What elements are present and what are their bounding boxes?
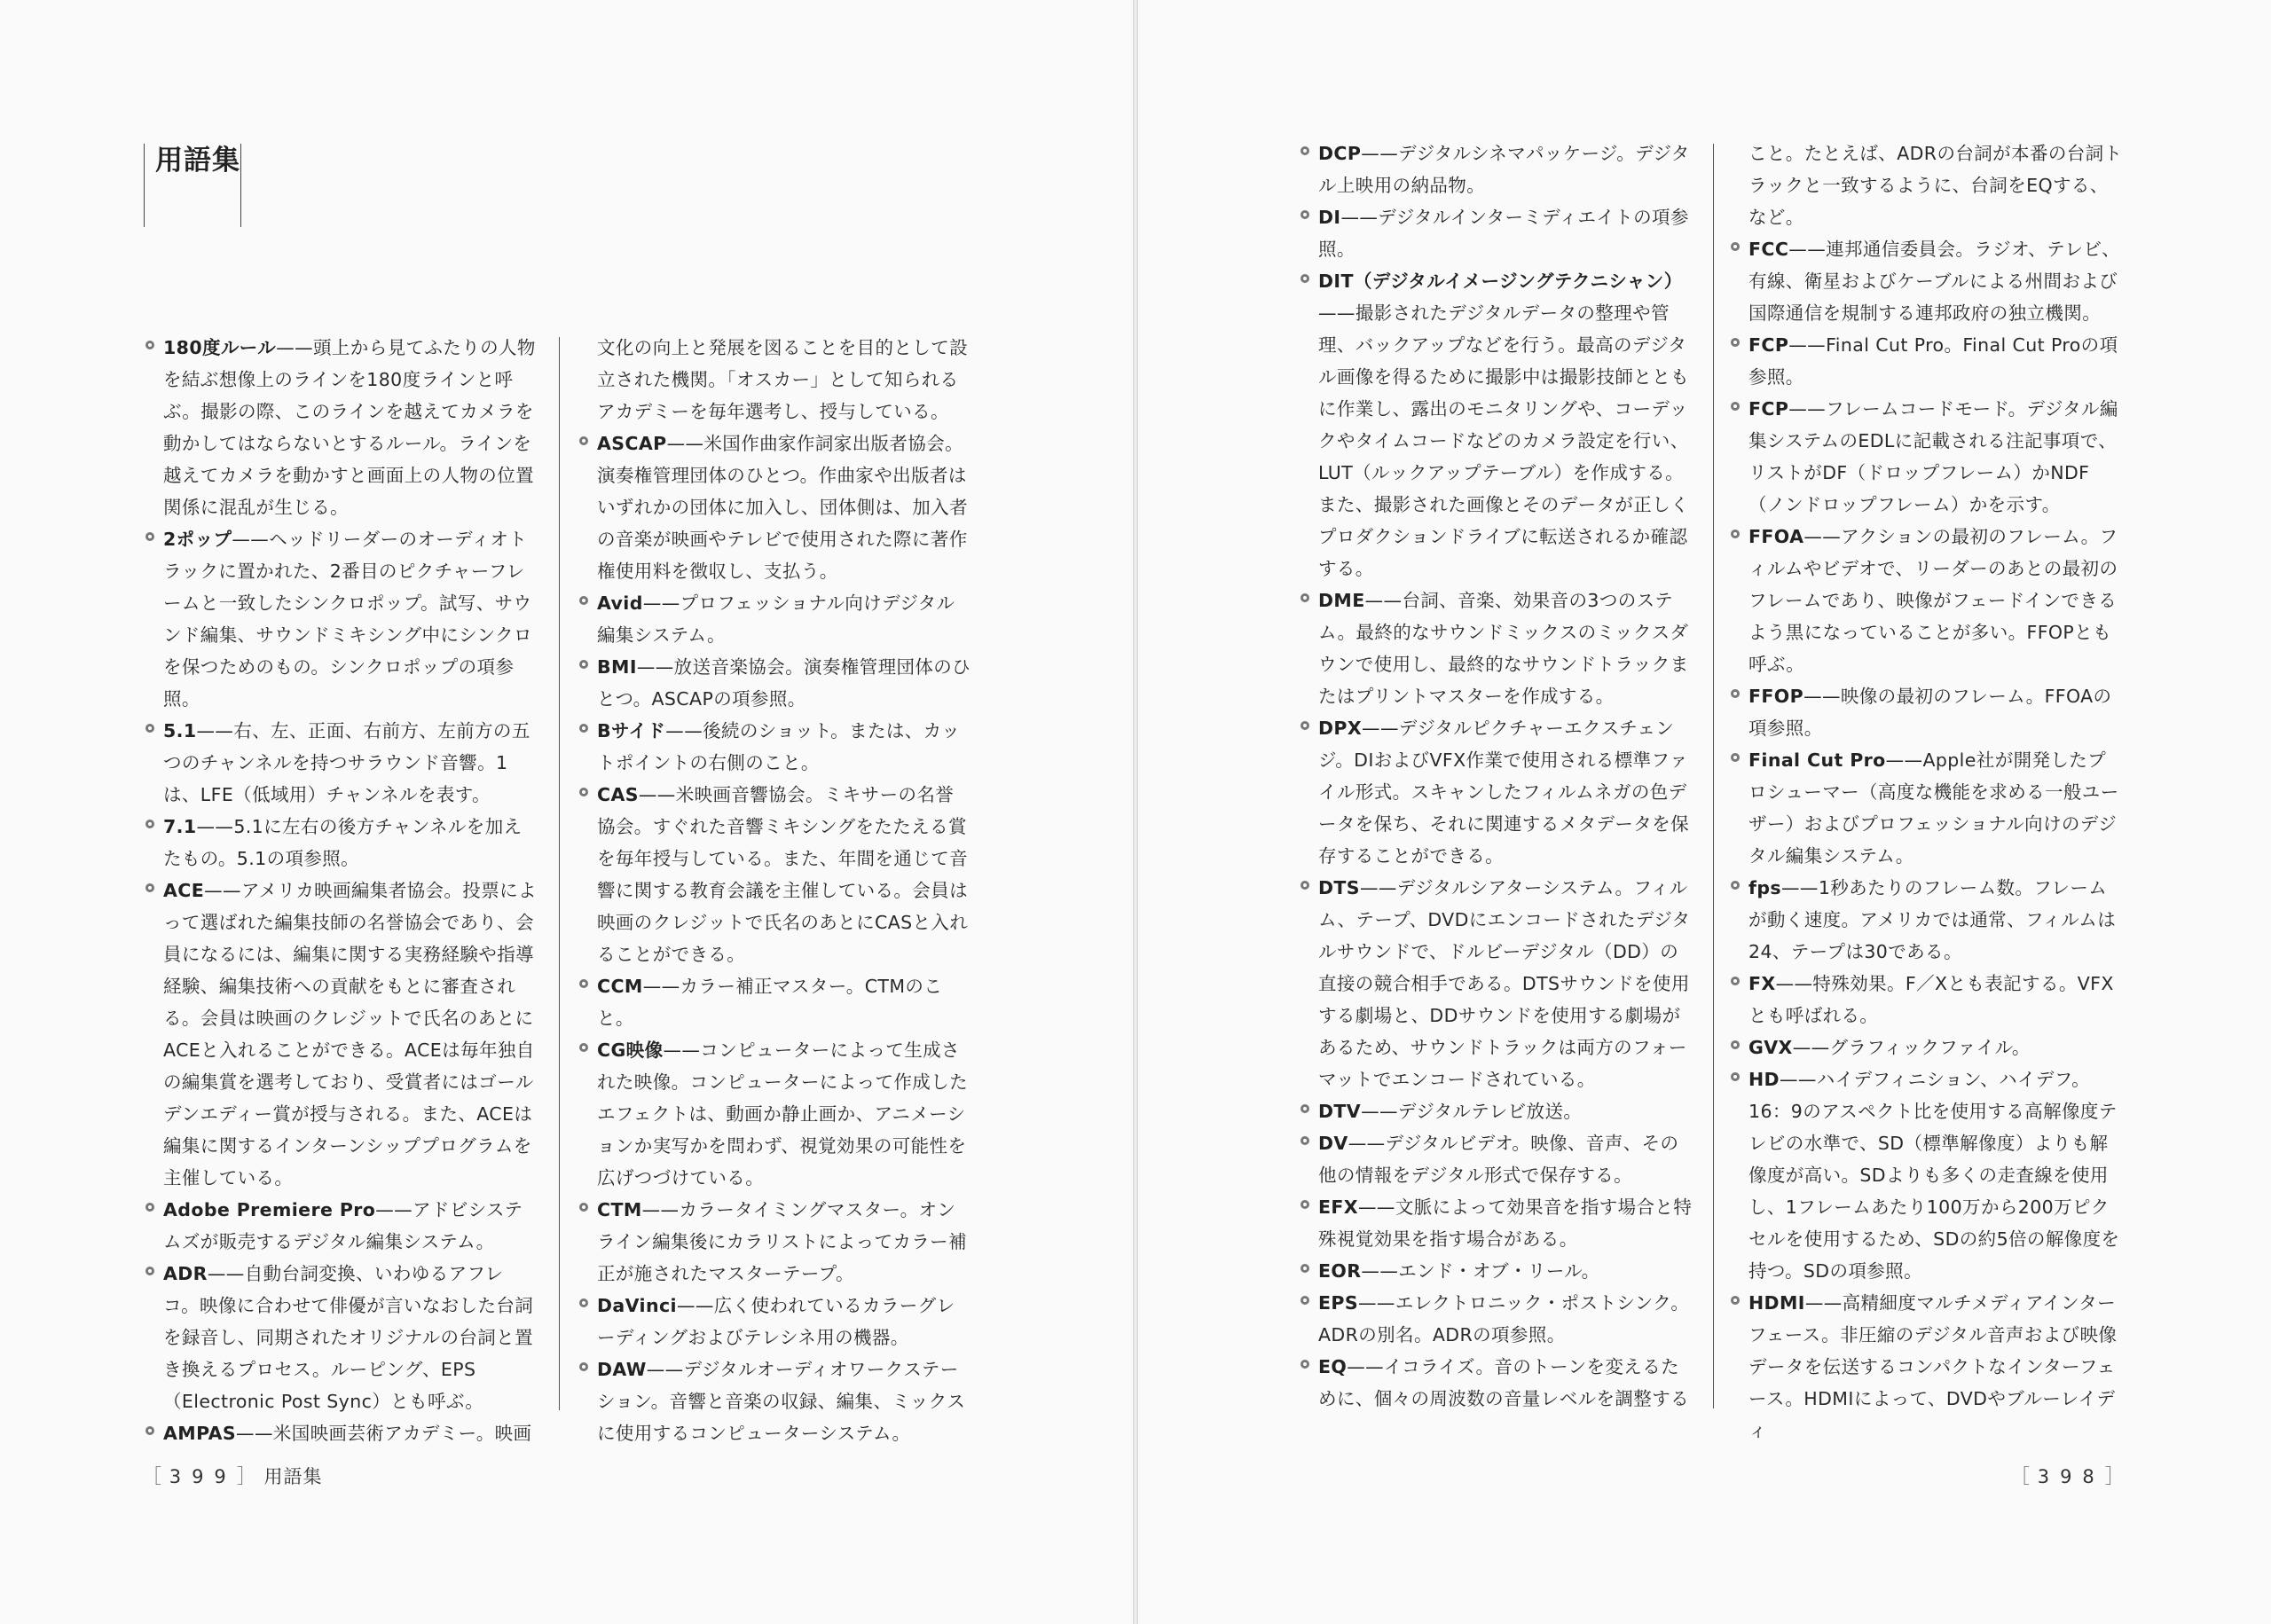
glossary-term: DV [1318,1133,1348,1154]
bullet-icon [579,979,588,988]
glossary-definition: 1秒あたりのフレーム数。フレームが動く速度。アメリカでは通常、フィルムは24、テープは30である。 [1748,877,2117,962]
glossary-definition: ハイデフィニション、ハイデフ。16：9のアスペクト比を使用する高解像度テレビの水準で、SD（標準解像度）よりも解像度が高い。SDよりも多くの走査線を使用し、1フレームあたり100万から200万ピクセルを使用するため、SDの約5倍の解像度を持つ。SDの項参照。 [1748,1069,2120,1282]
glossary-entry [1301,1287,1693,1351]
bullet-icon [1301,1200,1309,1209]
glossary-entry [1301,712,1693,872]
glossary-term: DIT（デジタルイメージングテクニシャン） [1318,271,1683,292]
glossary-term: Final Cut Pro [1748,749,1886,771]
em-dash: —— [1788,398,1827,420]
glossary-definition: Apple社が開発したプロシューマー（高度な機能を求める一般ユーザー）およびプロフェッショナル向けのデジタル編集システム。 [1748,749,2119,867]
em-dash: —— [1358,1292,1395,1314]
running-head: 用語集 [263,1466,323,1487]
bullet-icon [1301,210,1309,219]
em-dash: —— [232,529,270,550]
glossary-term: fps [1748,877,1781,898]
right-page [1138,0,2271,1624]
glossary-term: DTS [1318,877,1360,898]
glossary-column-2 [579,332,972,1449]
glossary-entry [579,715,972,779]
glossary-entry [579,1290,972,1353]
glossary-entry [145,332,538,523]
bullet-icon [1301,593,1309,602]
glossary-term: CTM [597,1199,642,1220]
em-dash: —— [1340,207,1379,228]
glossary-definition: エンド・オブ・リール。 [1398,1260,1600,1282]
glossary-definition: アクションの最初のフレーム。フィルムやビデオで、リーダーのあとの最初のフレームであり、映像がフェードインできるよう黒になっていることが多い。FFOPとも呼ぶ。 [1748,526,2118,675]
glossary-entry [1301,201,1693,265]
glossary-column-1 [145,332,538,1449]
glossary-term: DaVinci [597,1295,677,1316]
bullet-icon [1731,530,1740,538]
glossary-term: Bサイド [597,720,666,741]
bullet-icon [579,660,588,669]
glossary-entry [579,1194,972,1290]
glossary-entry [579,587,972,651]
glossary-entry [1301,1351,1693,1415]
bullet-icon [579,724,588,733]
em-dash: —— [1364,590,1403,611]
glossary-definition: エレクトロニック・ポストシンク。ADRの別名。ADRの項参照。 [1318,1292,1690,1345]
glossary-term: CCM [597,976,643,997]
em-dash: —— [375,1199,413,1220]
em-dash: —— [665,720,703,741]
bullet-icon [145,341,154,349]
glossary-entry [579,779,972,970]
glossary-entry [1731,329,2124,393]
em-dash: —— [1885,749,1923,771]
bullet-icon [145,820,154,828]
bullet-icon [579,788,588,796]
glossary-definition: 米映画音響協会。ミキサーの名誉協会。すぐれた音響ミキシングをたたえる賞を毎年授与している。また、年間を通じて音響に関する教育会議を主催している。会員は映画のクレジットで氏名のあとにCASと入れることができる。 [597,784,969,965]
bullet-icon [1301,721,1309,730]
glossary-definition: アメリカ映画編集者協会。投票によって選ばれた編集技師の名誉協会であり、会員になるには、編集に関する実務経験や指導経験、編集技術への貢献をもとに審査される。会員は映画のクレジットで氏名のあとにACEと入れることができる。ACEは毎年独自の編集賞を選考しており、受賞者にはゴールデンエディー賞が授与される。また、ACEは編集に関するインターンシッププログラムを主催している。 [163,880,537,1189]
bullet-icon [145,883,154,892]
glossary-definition: デジタルシアターシステム。フィルム、テープ、DVDにエンコードされたデジタルサウンドで、ドルビーデジタル（DD）の直接の競合相手である。DTSサウンドを使用する劇場と、DDサウンドを使用する劇場があるため、サウンドトラックは両方のフォーマットでエンコードされている。 [1318,877,1691,1090]
glossary-term: BMI [597,656,637,678]
bracket-close: ］ [236,1466,257,1488]
glossary-definition: 放送音楽協会。演奏権管理団体のひとつ。ASCAPの項参照。 [597,656,971,710]
bullet-icon [145,724,154,733]
bullet-icon [1301,1296,1309,1305]
em-dash: —— [666,433,704,454]
em-dash: —— [642,592,680,614]
glossary-definition: デジタルシネマパッケージ。デジタル上映用の納品物。 [1318,143,1690,196]
folio-right [2010,1462,2126,1489]
bracket-open: ［ [142,1466,163,1488]
glossary-entry [1301,1095,1693,1127]
glossary-definition: 米国映画芸術アカデミー。映画 [272,1423,532,1444]
glossary-definition: デジタルピクチャーエクスチェンジ。DIおよびVFX作業で使用される標準ファイル形式。スキャンしたフィルムネガの色データを保ち、それに関連するメタデータを保存することができる。 [1318,718,1689,867]
glossary-definition: 自動台詞変換、いわゆるアフレコ。映像に合わせて俳優が言いなおした台詞を録音し、同期されたオリジナルの台詞と置き換えるプロセス。ルーピング、EPS（Electronic Post Sync）とも呼ぶ。 [163,1263,534,1412]
bullet-icon [145,1203,154,1212]
bullet-icon [1731,242,1740,251]
glossary-definition: 後続のショット。または、カットポイントの右側のこと。 [597,720,961,773]
glossary-term: HDMI [1748,1292,1805,1314]
em-dash: —— [1788,334,1827,356]
glossary-term: FFOP [1748,686,1804,707]
glossary-term: ADR [163,1263,208,1284]
glossary-entry [1731,393,2124,521]
glossary-entry [1731,233,2124,329]
page-number: 399 [169,1466,237,1487]
glossary-definition: カラー補正マスター。CTMのこと。 [597,976,943,1029]
page-title: 用語集 [155,145,240,177]
glossary-entry [1301,872,1693,1095]
bullet-icon [1731,881,1740,890]
bullet-icon [1731,338,1740,347]
glossary-entry [579,1034,972,1194]
glossary-entry [145,1194,538,1258]
glossary-entry [1731,744,2124,872]
bullet-icon [579,436,588,445]
column-divider [1713,144,1714,1408]
em-dash: —— [1318,302,1356,324]
glossary-definition: コンピューターによって生成された映像。コンピューターによって作成したエフェクトは、動画か静止画か、アニメーションか実写かを問わず、視覚効果の可能性を広げつづけている。 [597,1040,968,1189]
glossary-definition: カラータイミングマスター。オンライン編集後にカラリストによってカラー補正が施されたマスターテープ。 [597,1199,967,1284]
glossary-entry [579,970,972,1034]
glossary-term: CG映像 [597,1040,664,1061]
glossary-term: DTV [1318,1101,1362,1122]
em-dash: —— [1361,1260,1399,1282]
column-divider [559,337,560,1410]
glossary-definition: デジタルテレビ放送。 [1397,1101,1583,1122]
em-dash: —— [276,337,313,358]
em-dash: —— [196,816,234,837]
em-dash: —— [1361,143,1399,164]
glossary-term: Adobe Premiere Pro [163,1199,376,1220]
glossary-definition: 頭上から見てふたりの人物を結ぶ想像上のラインを180度ラインと呼ぶ。撮影の際、このラインを越えてカメラを動かしてはならないとするルール。ラインを越えてカメラを動かすと画面上の人物の位置関係に混乱が生じる。 [163,337,536,518]
glossary-entry [1731,968,2124,1032]
glossary-term: 180度ルール [163,337,277,358]
em-dash: —— [1361,1101,1398,1122]
glossary-entry [145,523,538,715]
bullet-icon [1731,1040,1740,1049]
glossary-definition: プロフェッショナル向けデジタル編集システム。 [597,592,955,646]
bullet-icon [579,1043,588,1052]
glossary-term: Avid [597,592,643,614]
bullet-icon [1301,274,1309,283]
glossary-entry [1301,1255,1693,1287]
glossary-definition: 広く使われているカラーグレーディングおよびテレシネ用の機器。 [597,1295,955,1348]
bullet-icon [579,596,588,605]
glossary-entry [1731,1032,2124,1063]
glossary-definition: 映像の最初のフレーム。FFOAの項参照。 [1748,686,2112,739]
page-number: 398 [2037,1466,2105,1487]
glossary-entry [1301,1127,1693,1191]
glossary-entry [1301,137,1693,201]
glossary-definition: デジタルインターミディエイトの項参照。 [1318,207,1689,260]
em-dash: —— [204,880,241,901]
glossary-term: GVX [1748,1037,1793,1058]
em-dash: —— [676,1295,714,1316]
bullet-icon [1301,1264,1309,1273]
glossary-entry [1731,872,2124,968]
bullet-icon [1731,402,1740,411]
em-dash: —— [1803,686,1841,707]
glossary-term: CAS [597,784,639,805]
em-dash: —— [1779,1069,1817,1090]
glossary-entry [145,1417,538,1449]
glossary-entry [1731,521,2124,680]
glossary-column-4 [1731,137,2124,1447]
bullet-icon [1731,689,1740,698]
bullet-icon [1301,881,1309,890]
glossary-term: DI [1318,207,1341,228]
glossary-term: FCP [1748,334,1789,356]
glossary-definition: アドビシステムズが販売するデジタル編集システム。 [163,1199,523,1252]
em-dash: —— [1359,877,1397,898]
glossary-entry [1301,584,1693,712]
glossary-definition: 連邦通信委員会。ラジオ、テレビ、有線、衛星およびケーブルによる州間および国際通信を規制する連邦政府の独立機関。 [1748,239,2121,324]
bullet-icon [1301,1136,1309,1145]
glossary-term: EQ [1318,1356,1348,1377]
glossary-definition: 右、左、正面、右前方、左前方の五つのチャンネルを持つサラウンド音響。1は、LFE（低域用）チャンネルを表す。 [163,720,530,805]
bullet-icon [1731,977,1740,985]
glossary-term: FCP [1748,398,1789,420]
em-dash: —— [636,656,674,678]
glossary-definition: 高精細度マルチメディアインターフェース。非圧縮のデジタル音声および映像データを伝送するコンパクトなインターフェース。HDMIによって、DVDやブルーレイディ [1748,1292,2118,1441]
bullet-icon [1731,1296,1740,1305]
glossary-entry [145,811,538,875]
em-dash: —— [1803,526,1842,547]
bracket-close: ］ [2104,1466,2126,1488]
em-dash: —— [236,1423,273,1444]
em-dash: —— [1775,973,1813,994]
em-dash: —— [1792,1037,1830,1058]
em-dash: —— [1781,877,1819,898]
glossary-term: DME [1318,590,1365,611]
glossary-term: FX [1748,973,1776,994]
glossary-term: EFX [1318,1196,1359,1218]
em-dash: —— [1362,718,1399,739]
folio-left [142,1462,323,1489]
glossary-term: 5.1 [163,720,197,741]
bullet-icon [579,1362,588,1371]
entry-continuation: 文化の向上と発展を図ることを目的として設立された機関。「オスカー」として知られるアカデミーを毎年選考し、授与している。 [597,337,968,422]
glossary-definition: Final Cut Pro。Final Cut Proの項参照。 [1748,334,2118,388]
glossary-entry [579,428,972,587]
glossary-definition: 文脈によって効果音を指す場合と特殊視覚効果を指す場合がある。 [1318,1196,1693,1250]
em-dash: —— [1347,1356,1385,1377]
em-dash: —— [646,1359,684,1380]
em-dash: —— [1348,1133,1386,1154]
glossary-term: 2ポップ [163,529,232,550]
bullet-icon [145,1426,154,1435]
bullet-icon [1301,1104,1309,1113]
glossary-definition: 米国作曲家作詞家出版者協会。演奏権管理団体のひとつ。作曲家や出版者はいずれかの団体に加入し、団体側は、加入者の音楽が映画やテレビで使用された際に著作権使用料を徴収し、支払う。 [597,433,968,582]
em-dash: —— [663,1040,701,1061]
glossary-term: ACE [163,880,205,901]
bullet-icon [579,1203,588,1212]
glossary-term: DPX [1318,718,1363,739]
glossary-entry [1301,265,1693,584]
glossary-entry [1731,1287,2124,1447]
bullet-icon [1731,1072,1740,1081]
glossary-entry [1731,1063,2124,1287]
glossary-entry [145,1258,538,1417]
glossary-term: DAW [597,1359,647,1380]
glossary-term: 7.1 [163,816,197,837]
glossary-definition: 撮影されたデジタルデータの整理や管理、バックアップなどを行う。最高のデジタル画像を得るために撮影中は撮影技師とともに作業し、露出のモニタリングや、コーデックやタイムコードなどのカメラ設定を行い、LUT（ルックアップテーブル）を作成する。また、撮影された画像とそのデータが正しくプロダクションドライブに転送されるか確認する。 [1318,302,1689,579]
glossary-term: EPS [1318,1292,1358,1314]
glossary-definition: 台詞、音楽、効果音の3つのステム。最終的なサウンドミックスのミックスダウンで使用し、最終的なサウンドトラックまたはプリントマスターを作成する。 [1318,590,1689,707]
em-dash: —— [207,1263,245,1284]
glossary-entry [579,1353,972,1449]
glossary-column-3 [1301,137,1693,1415]
glossary-definition: 特殊効果。F／Xとも表記する。VFXとも呼ばれる。 [1748,973,2114,1026]
em-dash: —— [1358,1196,1395,1218]
glossary-term: DCP [1318,143,1362,164]
em-dash: —— [638,784,676,805]
glossary-title-box [144,144,241,227]
em-dash: —— [1788,239,1827,260]
bullet-icon [145,532,154,541]
em-dash: —— [641,1199,680,1220]
em-dash: —— [196,720,234,741]
em-dash: —— [642,976,680,997]
glossary-definition: デジタルビデオ。映像、音声、その他の情報をデジタル形式で保存する。 [1318,1133,1679,1186]
glossary-entry [145,875,538,1194]
glossary-entry [1301,1191,1693,1255]
glossary-term: ASCAP [597,433,667,454]
bullet-icon [579,1298,588,1307]
glossary-term: FCC [1748,239,1789,260]
glossary-entry [579,651,972,715]
entry-continuation: こと。たとえば、ADRの台詞が本番の台詞トラックと一致するように、台詞をEQする、など。 [1748,143,2123,228]
glossary-definition: イコライズ。音のトーンを変えるために、個々の周波数の音量レベルを調整する [1318,1356,1689,1409]
glossary-definition: フレームコードモード。デジタル編集システムのEDLに記載される注記事項で、リストがDF（ドロップフレーム）かNDF（ノンドロップフレーム）かを示す。 [1748,398,2118,515]
glossary-definition: デジタルオーディオワークステーション。音響と音楽の収録、編集、ミックスに使用するコンピューターシステム。 [597,1359,966,1444]
glossary-entry [145,715,538,811]
glossary-entry [1731,680,2124,744]
glossary-term: EOR [1318,1260,1362,1282]
bullet-icon [1731,753,1740,762]
bullet-icon [1301,1360,1309,1369]
left-page [0,0,1133,1624]
glossary-term: HD [1748,1069,1780,1090]
glossary-term: FFOA [1748,526,1804,547]
bracket-open: ［ [2010,1466,2031,1488]
glossary-term: AMPAS [163,1423,237,1444]
glossary-definition: ヘッドリーダーのオーディオトラックに置かれた、2番目のピクチャーフレームと一致したシンクロポップ。試写、サウンド編集、サウンドミキシング中にシンクロを保つためのもの。シンクロポップの項参照。 [163,529,532,710]
glossary-definition: 5.1に左右の後方チャンネルを加えたもの。5.1の項参照。 [163,816,523,869]
em-dash: —— [1804,1292,1843,1314]
bullet-icon [1301,146,1309,155]
glossary-definition: グラフィックファイル。 [1829,1037,2031,1058]
bullet-icon [145,1267,154,1275]
